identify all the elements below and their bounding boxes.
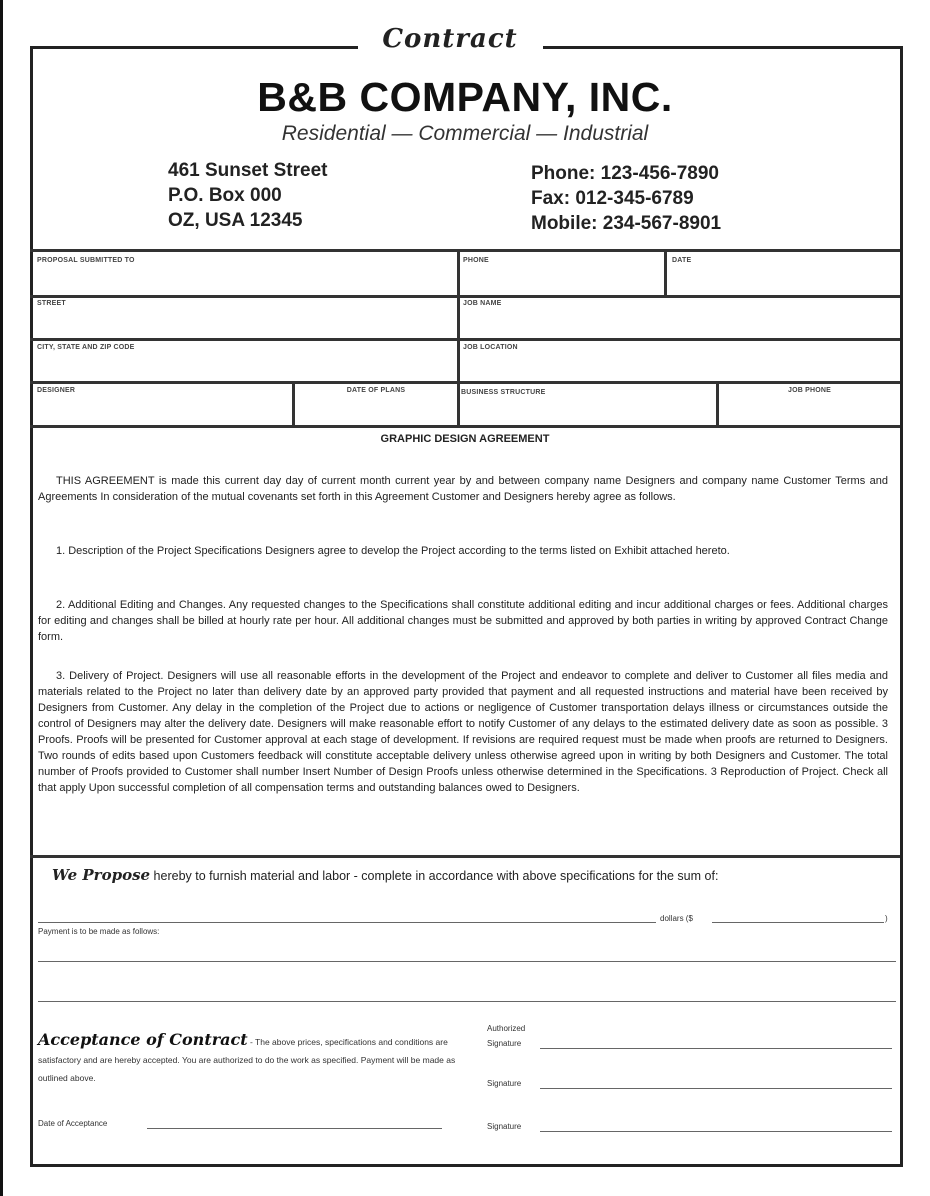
acceptance-heading: Acceptance of Contract — [38, 1030, 248, 1049]
grid-line — [292, 381, 295, 427]
business-structure-field[interactable]: BUSINESS STRUCTURE — [461, 389, 546, 396]
top-rule-right — [543, 46, 900, 49]
grid-line — [30, 249, 900, 252]
date-of-acceptance-line[interactable] — [147, 1128, 442, 1129]
job-location-field[interactable]: JOB LOCATION — [463, 344, 518, 351]
company-tagline: Residential — Commercial — Industrial — [281, 122, 649, 145]
top-rule-left — [30, 46, 358, 49]
agreement-clause-2: 2. Additional Editing and Changes. Any requested changes to the Specifications shall constitute additional editing and incur additional charges or fees. Additional charges for editing and changes shall be billed at hourly rate per hour. All additional changes must be submitted and approved by both parties in writing by approved Contract Change form. — [38, 599, 888, 643]
contact-mobile: Mobile: 234-567-8901 — [531, 213, 722, 234]
signature-line-2[interactable] — [540, 1088, 892, 1089]
company-address — [168, 158, 327, 233]
dollars-close: ) — [885, 914, 888, 923]
signature-line-3[interactable] — [540, 1131, 892, 1132]
contact-phone: Phone: 123-456-7890 — [531, 163, 719, 184]
signature-label-3: Signature — [487, 1122, 522, 1131]
authorized-signature-line[interactable] — [540, 1048, 892, 1049]
date-field[interactable]: DATE — [672, 257, 692, 264]
agreement-title: GRAPHIC DESIGN AGREEMENT — [380, 433, 550, 445]
payment-line-1[interactable] — [38, 961, 896, 962]
agreement-clause-3: 3. Delivery of Project. Designers will use all reasonable efforts in the development of the Project and endeavor to complete and deliver to Customer all files media and materials related to the Project no later than delivery date by an approved party provided that payment and all requested instructions and material have been received by Designers from Customer. Any delay in the completion of the Project due to actions or negligence of Customer transportation delays illness or circumstances outside the control of Designers may alter the delivery date. Designers will make reasonable effort to notify Customer of any delays to the estimated delivery date as soon as possible. 3 Proofs. Proofs will be presented for Customer approval at each stage of development. If revisions are required request must be made when proofs are returned to Designers. Two rounds of edits based upon Customers feedback will constitute acceptable delivery unless otherwise agreed upon in writing by both Designers and Customer. The total number of Proofs provided to Customer shall number Insert Number of Design Proofs unless otherwise determined in the Specifications. 3 Reproduction of Project. Check all that apply Upon successful completion of all compensation terms and outstanding balances owed to Designers. — [38, 670, 888, 794]
signature-label-1: Signature — [487, 1039, 522, 1048]
address-city: OZ, USA 12345 — [168, 210, 303, 231]
address-po-box: P.O. Box 000 — [168, 185, 282, 206]
grid-line — [664, 249, 667, 297]
phone-field[interactable]: PHONE — [463, 257, 489, 264]
acceptance-block — [38, 1031, 458, 1087]
authorized-label: Authorized — [487, 1024, 526, 1033]
payment-line-2[interactable] — [38, 1001, 896, 1002]
section-divider — [30, 855, 900, 858]
dollars-label: dollars ($ — [660, 914, 693, 923]
amount-figure-line[interactable] — [712, 922, 884, 923]
date-of-acceptance-label: Date of Acceptance — [38, 1119, 108, 1128]
street-field[interactable]: STREET — [37, 300, 66, 307]
date-of-plans-field[interactable]: DATE OF PLANS — [346, 387, 406, 394]
acceptance-text: - The above prices, specifications and conditions are satisfactory and are hereby accepted. You are authorized to do the work as specified. Payment will be made as outlined above. — [38, 1037, 456, 1083]
job-name-field[interactable]: JOB NAME — [463, 300, 502, 307]
job-phone-field[interactable]: JOB PHONE — [787, 387, 832, 394]
grid-line — [457, 249, 460, 427]
grid-line — [30, 338, 900, 341]
company-name: B&B COMPANY, INC. — [257, 74, 673, 120]
proposal-text: hereby to furnish material and labor - complete in accordance with above specifications for the sum of: — [153, 869, 719, 883]
agreement-clause-1: 1. Description of the Project Specifications Designers agree to develop the Project according to the terms listed on Exhibit attached hereto. — [56, 545, 730, 557]
grid-line — [716, 381, 719, 427]
company-contact — [531, 161, 721, 236]
proposal-submitted-to-field[interactable]: PROPOSAL SUBMITTED TO — [37, 257, 135, 264]
page-edge — [0, 0, 3, 1196]
payment-label: Payment is to be made as follows: — [38, 927, 160, 936]
city-state-zip-field[interactable]: CITY, STATE AND ZIP CODE — [37, 344, 135, 351]
we-propose-heading: We Propose — [52, 866, 151, 884]
amount-words-line[interactable] — [38, 922, 656, 923]
signature-label-2: Signature — [487, 1079, 522, 1088]
grid-line — [30, 425, 900, 428]
contract-title: Contract — [382, 24, 518, 54]
grid-line — [30, 295, 900, 298]
contact-fax: Fax: 012-345-6789 — [531, 188, 694, 209]
designer-field[interactable]: DESIGNER — [37, 387, 76, 394]
address-street: 461 Sunset Street — [168, 160, 328, 181]
agreement-intro: THIS AGREEMENT is made this current day day of current month current year by and between company name Designers and company name Customer Terms and Agreements In consideration of the mutual covenants set forth in this Agreement Customer and Designers hereby agree as follows. — [38, 475, 888, 503]
proposal-statement — [52, 866, 718, 884]
grid-line — [30, 381, 900, 384]
